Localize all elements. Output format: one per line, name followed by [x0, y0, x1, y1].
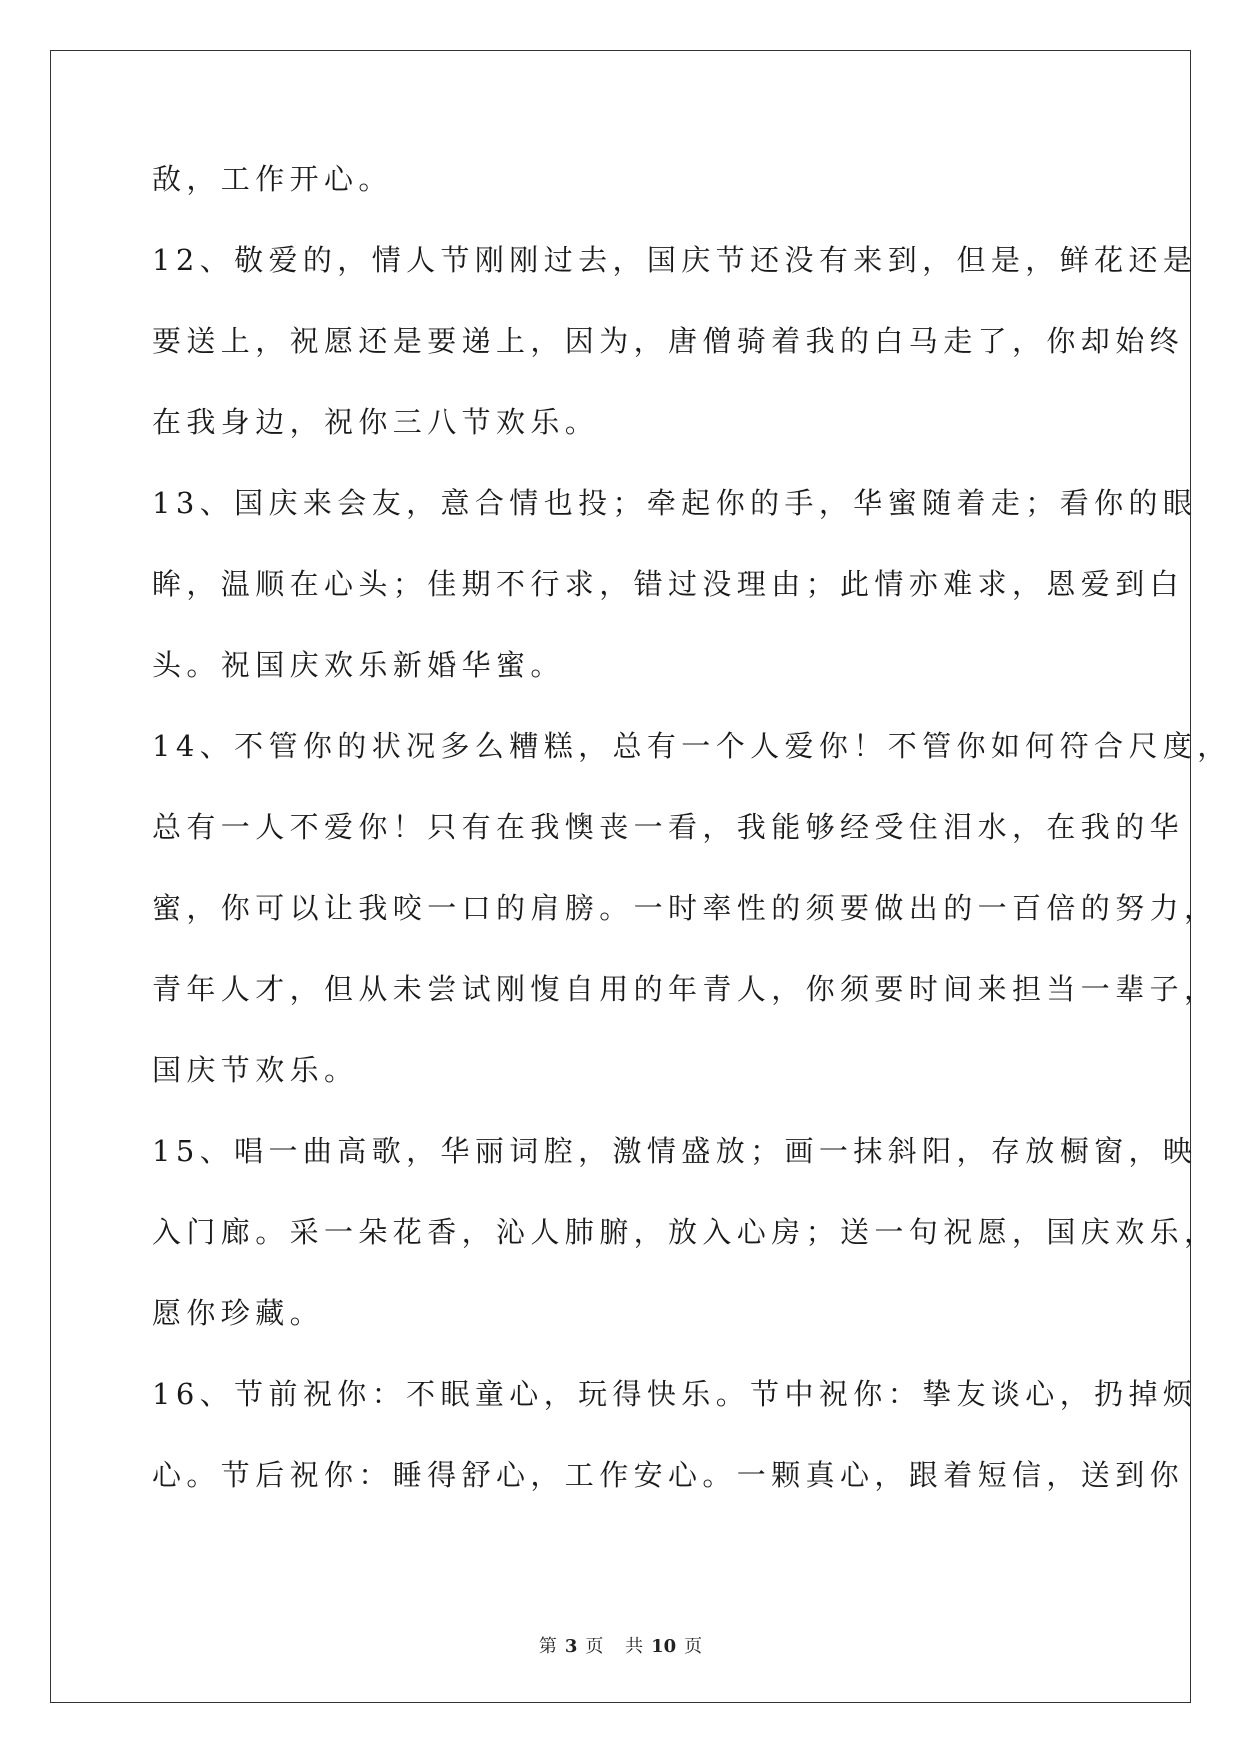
- text-line: 要送上，祝愿还是要递上，因为，唐僧骑着我的白马走了，你却始终: [152, 324, 1185, 358]
- text-line: 13、国庆来会友，意合情也投；牵起你的手，华蜜随着走；看你的眼: [152, 486, 1198, 520]
- document-body: [152, 162, 1232, 1542]
- text-line: 15、唱一曲高歌，华丽词腔，激情盛放；画一抹斜阳，存放橱窗，映: [152, 1134, 1198, 1168]
- text-line: 总有一人不爱你！只有在我懊丧一看，我能够经受住泪水，在我的华: [152, 810, 1185, 844]
- text-line: 12、敬爱的，情人节刚刚过去，国庆节还没有来到，但是，鲜花还是: [152, 243, 1198, 277]
- text-line: 敌，工作开心。: [152, 162, 393, 196]
- text-line: 头。祝国庆欢乐新婚华蜜。: [152, 648, 565, 682]
- text-line: 16、节前祝你：不眠童心，玩得快乐。节中祝你：挚友谈心，扔掉烦: [152, 1377, 1198, 1411]
- text-line: 国庆节欢乐。: [152, 1053, 359, 1087]
- text-line: 心。节后祝你：睡得舒心，工作安心。一颗真心，跟着短信，送到你: [152, 1458, 1185, 1492]
- text-line: 蜜，你可以让我咬一口的肩膀。一时率性的须要做出的一百倍的努力，: [152, 891, 1219, 925]
- text-line: 14、不管你的状况多么糟糕，总有一个人爱你！不管你如何符合尺度，: [152, 729, 1232, 763]
- text-line: 愿你珍藏。: [152, 1296, 325, 1330]
- text-line: 在我身边，祝你三八节欢乐。: [152, 405, 600, 439]
- page-footer: [0, 1632, 1241, 1658]
- page-indicator: 第 3 页: [538, 1636, 604, 1657]
- text-line: 入门廊。采一朵花香，沁人肺腑，放入心房；送一句祝愿，国庆欢乐，: [152, 1215, 1219, 1249]
- text-line: 眸，温顺在心头；佳期不行求，错过没理由；此情亦难求，恩爱到白: [152, 567, 1185, 601]
- text-line: 青年人才，但从未尝试刚愎自用的年青人，你须要时间来担当一辈子，: [152, 972, 1219, 1006]
- total-pages-indicator: 共 10 页: [625, 1636, 703, 1657]
